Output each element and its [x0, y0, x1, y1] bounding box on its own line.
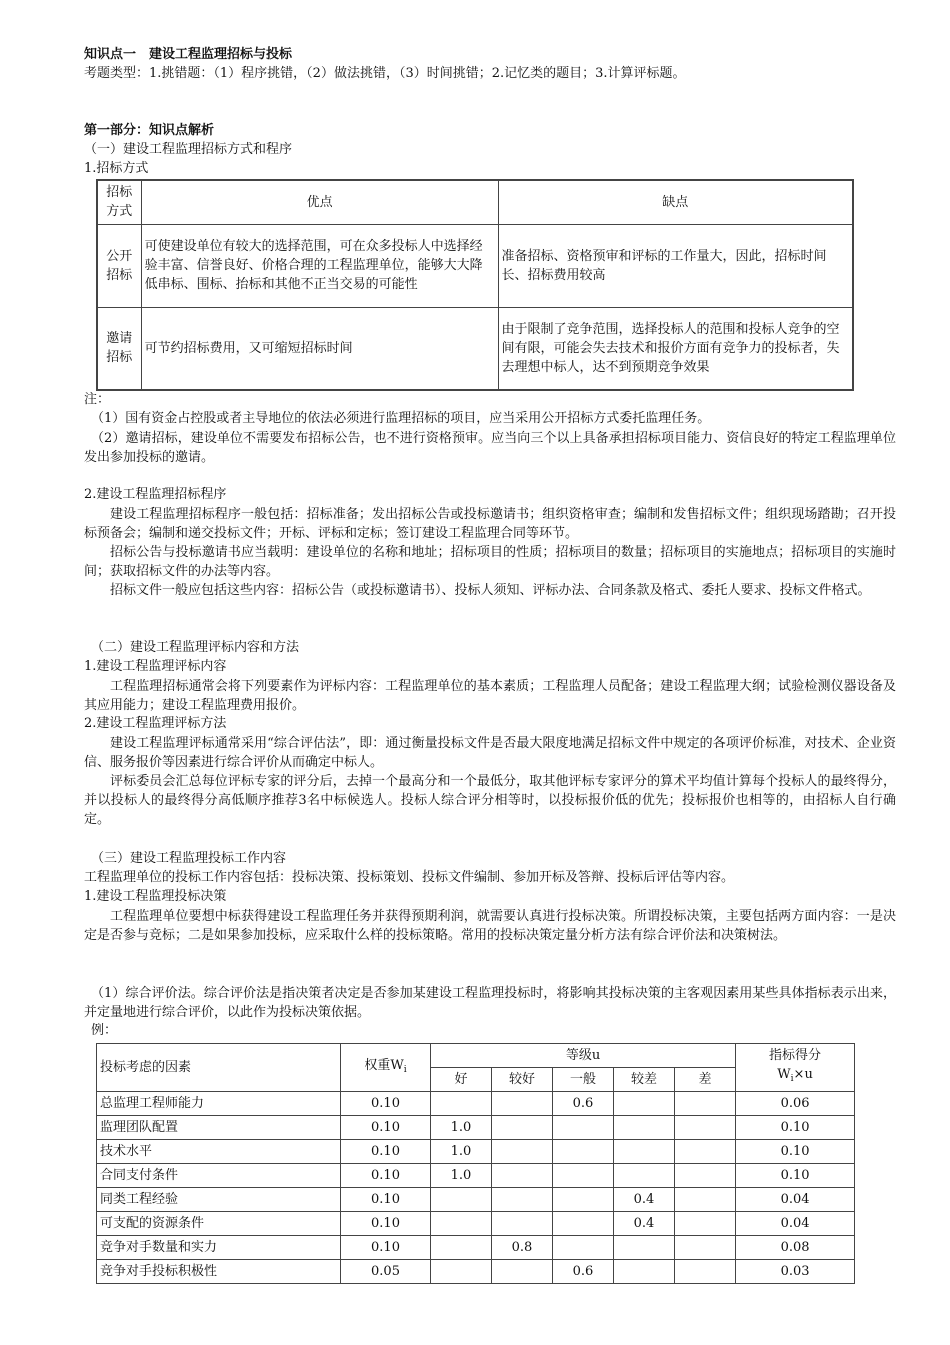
table-header-cell: 好: [431, 1068, 492, 1092]
table-cell: [675, 1260, 736, 1284]
table-cell: [614, 1260, 675, 1284]
table-row: [97, 1188, 855, 1212]
table-cell: [614, 1092, 675, 1116]
subsection-heading: 1.招标方式: [84, 161, 149, 176]
table-cell: [431, 1212, 492, 1236]
table-cell: 1.0: [431, 1164, 492, 1188]
paragraph: 招标公告与投标邀请书应当载明：建设单位的名称和地址；招标项目的性质；招标项目的数量；招标项目的实施地点；招标项目的实施时间；获取招标文件的办法等内容。: [84, 545, 896, 579]
table-header-cell: 缺点: [498, 180, 853, 224]
table-header-cell: 较差: [614, 1068, 675, 1092]
table-cell: [614, 1140, 675, 1164]
table-cell: [675, 1116, 736, 1140]
table-cell: 竞争对手投标积极性: [97, 1260, 341, 1284]
table-cell: [553, 1140, 614, 1164]
table-cell: [431, 1188, 492, 1212]
table-row: [97, 307, 853, 390]
example-label: 例：: [91, 1023, 118, 1038]
table-cell: [675, 1188, 736, 1212]
table-cell: 可节约招标费用，又可缩短招标时间: [141, 307, 498, 390]
table-cell: [553, 1188, 614, 1212]
table-cell: 0.10: [341, 1140, 431, 1164]
table-cell: 0.10: [341, 1236, 431, 1260]
table-cell: [614, 1236, 675, 1260]
table-cell: [492, 1260, 553, 1284]
table-cell: 技术水平: [97, 1140, 341, 1164]
table-cell: [431, 1092, 492, 1116]
table-cell: [492, 1212, 553, 1236]
paragraph: 工程监理单位的投标工作内容包括：投标决策、投标策划、投标文件编制、参加开标及答辩、投标后评估等内容。: [84, 870, 735, 885]
table-cell: 0.10: [341, 1212, 431, 1236]
table-cell: 0.10: [341, 1164, 431, 1188]
table-cell: 0.10: [736, 1140, 855, 1164]
paragraph: 建设工程监理评标通常采用“综合评估法”，即：通过衡量投标文件是否最大限度地满足招标文件中规定的各项评价标准，对技术、企业资信、服务报价等因素进行综合评价从而确定中标人。: [84, 736, 896, 770]
paragraph: 工程监理单位要想中标获得建设工程监理任务并获得预期利润，就需要认真进行投标决策。所谓投标决策，主要包括两方面内容：一是决定是否参与竞标；二是如果参加投标，应采取什么样的投标策略。常用的投标决策定量分析方法有综合评价法和决策树法。: [84, 909, 896, 943]
table-cell: [492, 1164, 553, 1188]
note-item: （2）邀请招标，建设单位不需要发布招标公告，也不进行资格预审。应当向三个以上具备承担招标项目能力、资信良好的特定工程监理单位发出参加投标的邀请。: [84, 431, 896, 465]
table-cell: 0.03: [736, 1260, 855, 1284]
subsection-heading: 1.建设工程监理评标内容: [84, 659, 227, 674]
paragraph: 评标委员会汇总每位评标专家的评分后，去掉一个最高分和一个最低分，取其他评标专家评分的算术平均值计算每个投标人的最终得分，并以投标人的最终得分高低顺序推荐3名中标候选人。投标人综合评分相等时，以投标报价低的优先；投标报价也相等的，由招标人自行确定。: [84, 774, 896, 827]
table-cell: [614, 1116, 675, 1140]
table-cell: [553, 1164, 614, 1188]
table-cell: [675, 1236, 736, 1260]
table-cell: 邀请招标: [97, 307, 141, 390]
table-cell: 0.10: [341, 1092, 431, 1116]
table-cell: 合同支付条件: [97, 1164, 341, 1188]
table-cell: 同类工程经验: [97, 1188, 341, 1212]
table-cell: 0.6: [553, 1260, 614, 1284]
table-cell: [553, 1212, 614, 1236]
table-cell: [431, 1260, 492, 1284]
table-cell: 0.04: [736, 1212, 855, 1236]
subsection-title: （一）建设工程监理招标方式和程序: [84, 142, 293, 157]
bidding-methods-table: [96, 179, 854, 391]
note-label: 注：: [84, 392, 111, 407]
paragraph: 工程监理招标通常会将下列要素作为评标内容：工程监理单位的基本素质；工程监理人员配备；建设工程监理大纲；试验检测仪器设备及其应用能力；建设工程监理费用报价。: [84, 679, 896, 713]
question-types: 考题类型：1.挑错题：（1）程序挑错，（2）做法挑错，（3）时间挑错；2.记忆类的题目；3.计算评标题。: [84, 66, 686, 81]
table-cell: [553, 1236, 614, 1260]
table-cell: 0.10: [736, 1164, 855, 1188]
table-cell: [675, 1140, 736, 1164]
table-cell: 总监理工程师能力: [97, 1092, 341, 1116]
table-cell: 0.06: [736, 1092, 855, 1116]
paragraph: 建设工程监理招标程序一般包括：招标准备；发出招标公告或投标邀请书；组织资格审查；编制和发售招标文件；组织现场踏勘；召开投标预备会；编制和递交投标文件；开标、评标和定标；签订建设工程监理合同等环节。: [84, 507, 896, 541]
table-cell: 可使建设单位有较大的选择范围，可在众多投标人中选择经验丰富、信誉良好、价格合理的工程监理单位，能够大大降低串标、围标、抬标和其他不正当交易的可能性: [141, 224, 498, 307]
table-cell: [492, 1188, 553, 1212]
table-cell: [492, 1140, 553, 1164]
table-cell: 0.10: [736, 1116, 855, 1140]
subsection-heading: 2.建设工程监理招标程序: [84, 487, 227, 502]
table-row: [97, 1092, 855, 1116]
table-header-cell: 招标方式: [97, 180, 141, 224]
table-cell: 0.08: [736, 1236, 855, 1260]
paragraph: 招标文件一般应包括这些内容：招标公告（或投标邀请书）、投标人须知、评标办法、合同条款及格式、委托人要求、投标文件格式。: [110, 583, 871, 598]
table-header-cell: 等级u: [431, 1044, 736, 1068]
table-cell: 0.04: [736, 1188, 855, 1212]
table-cell: 0.10: [341, 1116, 431, 1140]
table-header-cell: 差: [675, 1068, 736, 1092]
table-row: [97, 1260, 855, 1284]
table-row: [97, 1164, 855, 1188]
table-row: [97, 1236, 855, 1260]
table-cell: 0.10: [341, 1188, 431, 1212]
table-header-cell: 优点: [141, 180, 498, 224]
table-cell: 准备招标、资格预审和评标的工作量大，因此，招标时间长、招标费用较高: [498, 224, 853, 307]
paragraph: （1）综合评价法。综合评价法是指决策者决定是否参加某建设工程监理投标时，将影响其投标决策的主客观因素用某些具体指标表示出来，并定量地进行综合评价，以此作为投标决策依据。: [84, 986, 896, 1020]
part-title: 第一部分：知识点解析: [84, 123, 215, 138]
table-row: [97, 1212, 855, 1236]
table-cell: [492, 1116, 553, 1140]
table-cell: [675, 1164, 736, 1188]
table-cell: 监理团队配置: [97, 1116, 341, 1140]
table-cell: 0.4: [614, 1188, 675, 1212]
table-cell: 1.0: [431, 1140, 492, 1164]
note-item: （1）国有资金占控股或者主导地位的依法必须进行监理招标的项目，应当采用公开招标方式委托监理任务。: [91, 411, 711, 426]
table-cell: [675, 1092, 736, 1116]
table-cell: 公开招标: [97, 224, 141, 307]
table-cell: 可支配的资源条件: [97, 1212, 341, 1236]
table-header-cell: 指标得分 $W_i\times u$: [736, 1044, 855, 1092]
table-header-cell: 较好: [492, 1068, 553, 1092]
table-cell: 1.0: [431, 1116, 492, 1140]
subsection-heading: 2.建设工程监理评标方法: [84, 716, 227, 731]
table-cell: 0.05: [341, 1260, 431, 1284]
table-cell: [492, 1092, 553, 1116]
subsection-title: （二）建设工程监理评标内容和方法: [91, 640, 300, 655]
subsection-heading: 1.建设工程监理投标决策: [84, 889, 227, 904]
table-cell: 0.8: [492, 1236, 553, 1260]
table-cell: [675, 1212, 736, 1236]
table-header-cell: 投标考虑的因素: [97, 1044, 341, 1092]
subsection-title: （三）建设工程监理投标工作内容: [91, 851, 287, 866]
table-row: [97, 1116, 855, 1140]
table-cell: [614, 1164, 675, 1188]
table-cell: [431, 1236, 492, 1260]
section-title: 知识点一 建设工程监理招标与投标: [84, 47, 293, 62]
table-cell: 0.4: [614, 1212, 675, 1236]
table-header-cell: 权重$W_i$: [341, 1044, 431, 1092]
table-header-cell: 一般: [553, 1068, 614, 1092]
table-row: [97, 1140, 855, 1164]
table-cell: 由于限制了竞争范围，选择投标人的范围和投标人竞争的空间有限，可能会失去技术和报价方面有竞争力的投标者，失去理想中标人，达不到预期竞争效果: [498, 307, 853, 390]
evaluation-table: [96, 1043, 855, 1284]
table-cell: 0.6: [553, 1092, 614, 1116]
table-cell: 竞争对手数量和实力: [97, 1236, 341, 1260]
table-row: [97, 224, 853, 307]
table-cell: [553, 1116, 614, 1140]
